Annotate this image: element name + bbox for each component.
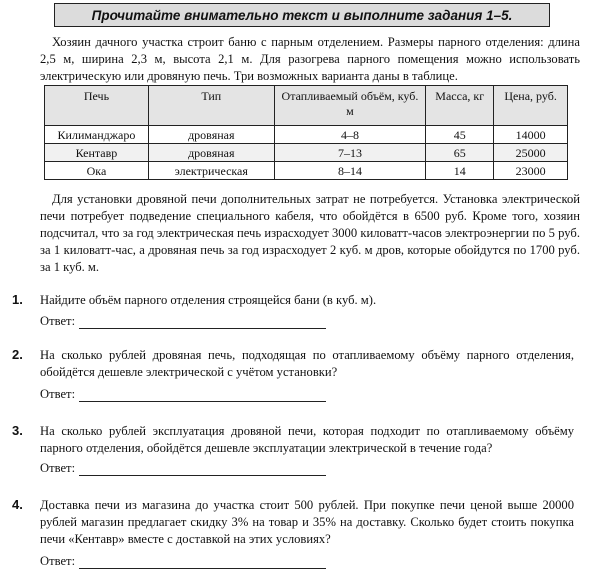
answer-label: Ответ:: [40, 554, 76, 568]
answer-label: Ответ:: [40, 314, 76, 328]
table-header-row: [45, 86, 568, 126]
answer-field[interactable]: [79, 463, 326, 476]
table-cell: Ока: [45, 162, 149, 180]
task-number: 2.: [12, 347, 23, 362]
table-cell: 23000: [494, 162, 568, 180]
answer-field[interactable]: [79, 316, 326, 329]
column-header: Отапливаемый объём, куб. м: [274, 86, 426, 126]
column-header: Печь: [45, 86, 149, 126]
table-cell: дровяная: [148, 144, 274, 162]
intro-paragraph: Хозяин дачного участка строит баню с парным отделением. Размеры парного отделения: длина 2,5 м, ширина 2,3 м, высота 2,1 м. Для разогрева парного помещения можно использовать электрическую или дровяную печь. Три возможных варианта даны в таблице.: [40, 35, 580, 83]
table-cell: Килиманджаро: [45, 126, 149, 144]
task-text: Найдите объём парного отделения строящейся бани (в куб. м).: [40, 293, 377, 307]
answer-row: [40, 554, 326, 569]
task-text: Доставка печи из магазина до участка стоит 500 рублей. При покупке печи ценой выше 20000 рублей магазин предлагает скидку 3% на товар и 35% на доставку. Сколько будет стоить покупка печи «Кентавр» вместе с доставкой на этих условиях?: [40, 498, 574, 546]
task-text: На сколько рублей дровяная печь, подходящая по отапливаемому объёму парного отделения, обойдётся дешевле электрической с учётом установки?: [40, 348, 574, 379]
table-cell: 14: [426, 162, 494, 180]
answer-field[interactable]: [79, 389, 326, 402]
table-cell: 45: [426, 126, 494, 144]
answer-label: Ответ:: [40, 461, 76, 475]
column-header: Цена, руб.: [494, 86, 568, 126]
answer-row: [40, 314, 326, 329]
column-header: Тип: [148, 86, 274, 126]
table-cell: дровяная: [148, 126, 274, 144]
section-title: Прочитайте внимательно текст и выполните задания 1–5.: [91, 7, 513, 23]
table-cell: 7–13: [274, 144, 426, 162]
table-row: [45, 162, 568, 180]
table-cell: 65: [426, 144, 494, 162]
table-cell: Кентавр: [45, 144, 149, 162]
stove-table: [44, 85, 568, 180]
table-row: [45, 126, 568, 144]
task-number: 4.: [12, 497, 23, 512]
table-cell: 14000: [494, 126, 568, 144]
conditions-paragraph: Для установки дровяной печи дополнительных затрат не потребуется. Установка электрической печи потребует подведение специального кабеля, что обойдётся в 6500 руб. Кроме того, хозяин подсчитал, что за год электрическая печь израсходует 3000 киловатт-часов электроэнергии по 5 руб. за 1 киловатт-час, а дровяная печь за год израсходует 2 куб. м дров, которые обойдутся по 1700 руб. за 1 куб. м.: [40, 192, 580, 274]
answer-row: [40, 461, 326, 476]
task-text: На сколько рублей эксплуатация дровяной печи, которая подходит по отапливаемому объёму парного отделения, обойдётся дешевле эксплуатации электрической в течение года?: [40, 424, 574, 455]
table-cell: 25000: [494, 144, 568, 162]
section-header: [54, 3, 550, 27]
answer-label: Ответ:: [40, 387, 76, 401]
table-cell: 8–14: [274, 162, 426, 180]
answer-field[interactable]: [79, 556, 326, 569]
table-cell: 4–8: [274, 126, 426, 144]
table-cell: электрическая: [148, 162, 274, 180]
task-number: 3.: [12, 423, 23, 438]
answer-row: [40, 387, 326, 402]
column-header: Масса, кг: [426, 86, 494, 126]
table-row: [45, 144, 568, 162]
task-number: 1.: [12, 292, 23, 307]
